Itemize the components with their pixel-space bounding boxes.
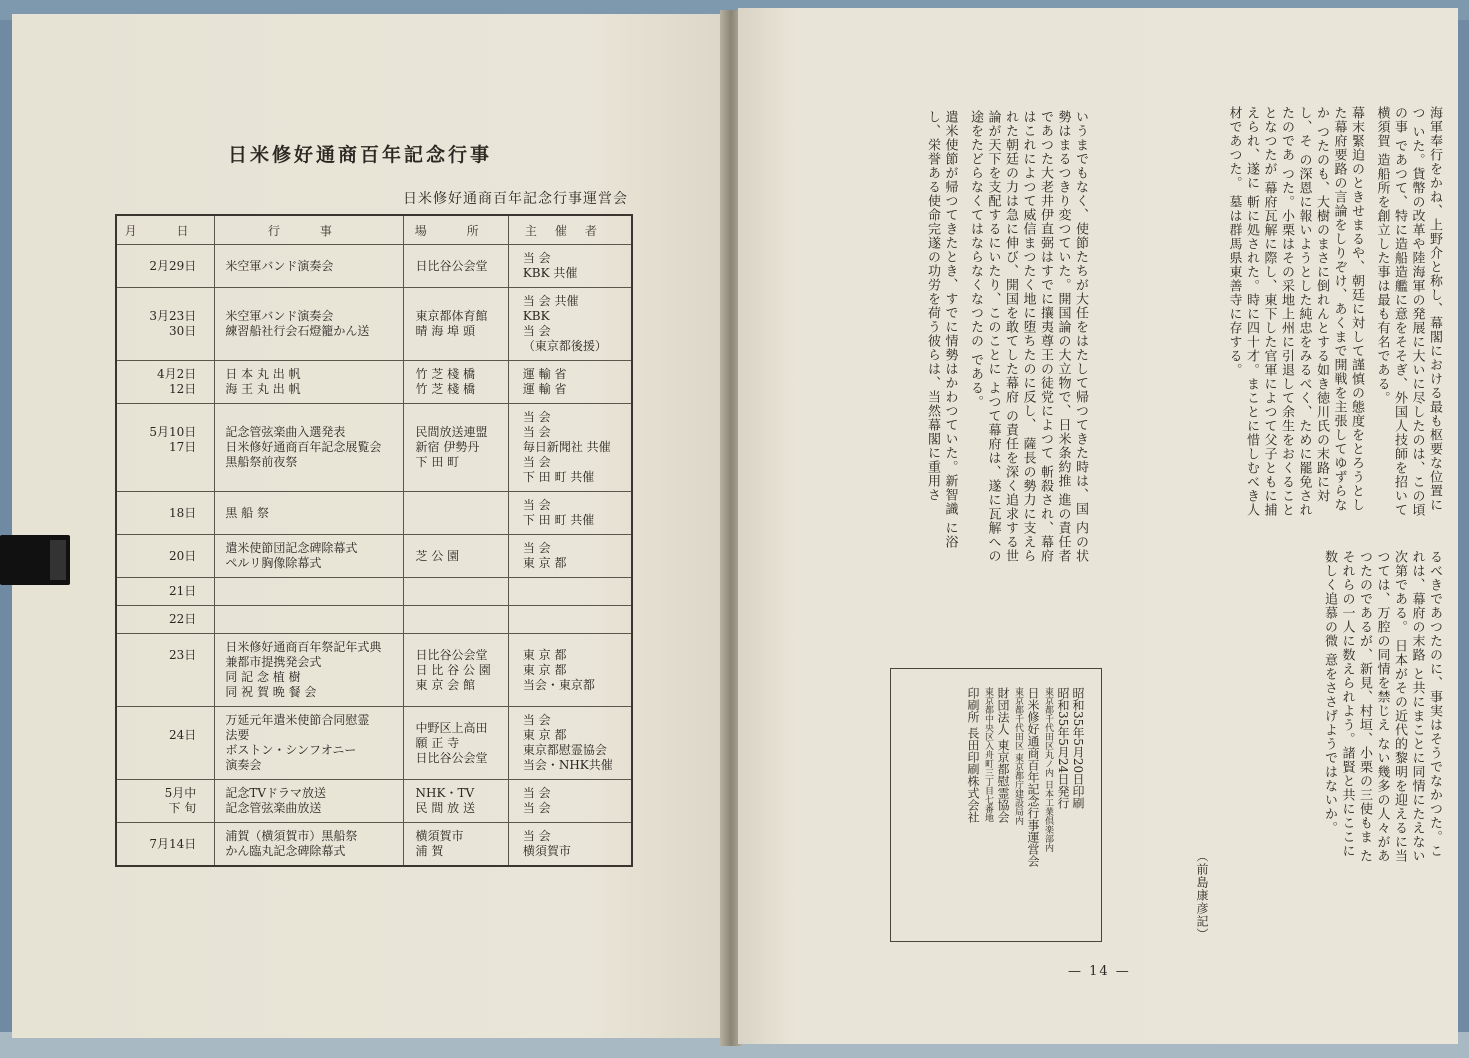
host-line: 下 田 町 共催 bbox=[522, 470, 595, 484]
event-line: 演奏会 bbox=[225, 758, 262, 772]
text-column-top-right bbox=[1225, 106, 1443, 518]
host-line: 当 会 bbox=[522, 455, 551, 469]
table-cell-event bbox=[215, 780, 403, 823]
place-line: 東 京 会 館 bbox=[415, 677, 475, 692]
table-row bbox=[116, 578, 632, 606]
host-line: 当 会 bbox=[522, 251, 551, 265]
table-cell-event bbox=[215, 606, 403, 634]
date-line: 7月14日 bbox=[149, 836, 197, 851]
header-date: 月 日 bbox=[116, 215, 215, 245]
host-line: 当 会 bbox=[522, 786, 551, 800]
date-line bbox=[121, 678, 196, 693]
table-cell-date bbox=[116, 780, 215, 823]
place-line: 竹 芝 棧 橋 bbox=[415, 367, 475, 381]
event-line: ペルリ胸像除幕式 bbox=[225, 556, 322, 570]
host-line: 当 会 共催 bbox=[522, 294, 579, 308]
date-line bbox=[121, 663, 196, 678]
place-line: 竹 芝 棧 橋 bbox=[415, 382, 475, 396]
place-line: NHK・TV bbox=[415, 786, 475, 800]
table-cell-date bbox=[116, 823, 215, 867]
date-line: 30日 bbox=[169, 324, 197, 338]
table-cell-place bbox=[403, 606, 508, 634]
table-cell-date bbox=[116, 606, 215, 634]
paragraph: 遣米使節が帰つてきたとき、すでに情勢はかわつていた。新智識 に浴し、栄誉ある使命完遂の功労を荷う彼らは、当然幕閣に重用さ bbox=[925, 110, 958, 550]
date-line: 2月29日 bbox=[149, 258, 197, 273]
event-line bbox=[225, 612, 398, 627]
place-line: 日比谷公会堂 bbox=[415, 647, 488, 662]
host-line: 当 会 bbox=[522, 801, 551, 815]
date-line: 5月中 bbox=[164, 786, 197, 800]
host-line: 当 会 bbox=[522, 324, 551, 338]
place-line: 願 正 寺 bbox=[415, 735, 460, 750]
table-cell-event bbox=[215, 361, 403, 404]
table-cell-place bbox=[403, 707, 508, 780]
host-line: KBK bbox=[522, 309, 550, 323]
host-line: 当 会 bbox=[522, 498, 551, 512]
host-line: 運 輸 省 bbox=[522, 367, 567, 381]
date-line: 17日 bbox=[169, 440, 197, 454]
host-line: 当会・東京都 bbox=[522, 677, 595, 692]
table-cell-host bbox=[508, 288, 632, 361]
place-line: 日比谷公会堂 bbox=[415, 750, 488, 765]
table-cell-date bbox=[116, 404, 215, 492]
host-line: 横須賀市 bbox=[522, 844, 571, 858]
event-line: 同 記 念 植 樹 bbox=[225, 670, 301, 684]
date-line: 4月2日 bbox=[157, 367, 197, 381]
table-row bbox=[116, 707, 632, 780]
table-cell-event bbox=[215, 823, 403, 867]
table-cell-event bbox=[215, 492, 403, 535]
publisher: 日米修好通商百年記念行事運営会 bbox=[1026, 687, 1040, 867]
table-row bbox=[116, 245, 632, 288]
host-line: 当 会 bbox=[522, 829, 551, 843]
event-line: ボストン・シンフオニー bbox=[225, 743, 357, 757]
table-cell-date bbox=[116, 288, 215, 361]
foundation-address: 東京都千代田区 東京都庁建設局内 bbox=[1013, 687, 1023, 825]
table-cell-place bbox=[403, 361, 508, 404]
date-line: 22日 bbox=[169, 612, 197, 626]
table-cell-event bbox=[215, 707, 403, 780]
event-line: 浦賀（横須賀市）黒船祭 bbox=[225, 829, 358, 843]
printer: 印刷所 長田印刷株式会社 bbox=[966, 687, 980, 823]
table-row bbox=[116, 780, 632, 823]
table-cell-host bbox=[508, 404, 632, 492]
place-line: 浦 賀 bbox=[415, 844, 444, 858]
publisher-address: 東京都千代田区丸ノ内 日本工業倶楽部内 bbox=[1043, 687, 1053, 852]
date-line: 21日 bbox=[169, 584, 197, 598]
event-line: 法要 bbox=[225, 728, 250, 742]
place-line bbox=[416, 612, 504, 627]
text-column-top-left bbox=[924, 110, 1090, 570]
place-line: 芝 公 園 bbox=[415, 548, 460, 563]
table-cell-host bbox=[508, 361, 632, 404]
date-line: 24日 bbox=[169, 728, 197, 742]
date-line: 20日 bbox=[169, 548, 197, 563]
organizer-subtitle: 日米修好通商百年記念行事運営会 bbox=[403, 191, 628, 207]
table-row bbox=[116, 288, 632, 361]
date-line: 下 旬 bbox=[168, 801, 197, 815]
table-cell-event bbox=[215, 578, 403, 606]
table-row bbox=[116, 606, 632, 634]
table-row bbox=[116, 535, 632, 578]
date-line bbox=[121, 455, 196, 470]
place-line: 日比谷公会堂 bbox=[415, 258, 488, 273]
events-table bbox=[115, 214, 633, 867]
table-cell-host bbox=[508, 707, 632, 780]
date-line: 5月10日 bbox=[149, 425, 197, 439]
host-line bbox=[523, 612, 627, 627]
table-cell-date bbox=[116, 707, 215, 780]
event-line bbox=[225, 584, 398, 599]
table-cell-place bbox=[403, 492, 508, 535]
table-cell-place bbox=[403, 634, 508, 707]
host-line: 当 会 bbox=[522, 713, 551, 727]
place-line bbox=[416, 506, 504, 521]
place-line: 民 間 放 送 bbox=[415, 801, 475, 815]
place-line: 中野区上高田 bbox=[415, 720, 488, 735]
host-line: KBK 共催 bbox=[522, 266, 578, 280]
host-line: 東京都慰霊協会 bbox=[522, 743, 607, 757]
host-line: 東 京 都 bbox=[522, 662, 567, 677]
table-cell-event bbox=[215, 634, 403, 707]
event-line: 日米修好通商百年記念展覧会 bbox=[225, 440, 382, 454]
event-line: 練習船社行会石燈籠かん送 bbox=[225, 324, 370, 338]
table-cell-place bbox=[403, 823, 508, 867]
date-line bbox=[121, 743, 196, 758]
host-line: 東 京 都 bbox=[522, 728, 567, 742]
event-line: 米空軍バンド演奏会 bbox=[225, 309, 334, 323]
table-cell-event bbox=[215, 404, 403, 492]
place-line: 東京都体育館 bbox=[415, 309, 488, 323]
date-line: 18日 bbox=[169, 505, 197, 520]
colophon-box bbox=[890, 668, 1102, 942]
publish-date: 昭和35年5月24日発行 bbox=[1056, 687, 1070, 810]
table-cell-date bbox=[116, 492, 215, 535]
table-row bbox=[116, 823, 632, 867]
table-row bbox=[116, 361, 632, 404]
event-line: 記念管弦楽曲入選発表 bbox=[225, 425, 346, 439]
date-line: 12日 bbox=[169, 382, 197, 396]
author-signature: （前島康彦記） bbox=[1195, 850, 1209, 941]
date-line: 23日 bbox=[169, 647, 197, 662]
text-column-bottom-right bbox=[1321, 550, 1444, 870]
table-cell-date bbox=[116, 245, 215, 288]
place-line: 下 田 町 bbox=[415, 455, 460, 469]
table-cell-host bbox=[508, 780, 632, 823]
event-line: 記念管弦楽曲放送 bbox=[225, 801, 322, 815]
host-line bbox=[523, 584, 627, 599]
event-line: 遣米使節団記念碑除幕式 bbox=[225, 541, 358, 555]
table-row bbox=[116, 492, 632, 535]
table-row bbox=[116, 634, 632, 707]
table-cell-host bbox=[508, 535, 632, 578]
table-cell-place bbox=[403, 535, 508, 578]
table-cell-place bbox=[403, 404, 508, 492]
table-cell-place bbox=[403, 288, 508, 361]
page-title: 日米修好通商百年記念行事 bbox=[228, 144, 493, 166]
printer-address: 東京都中央区入舟町三丁目七番地 bbox=[983, 687, 993, 822]
page-number: — 14 — bbox=[1068, 964, 1131, 979]
table-cell-date bbox=[116, 634, 215, 707]
paragraph: 海軍奉行をかね、上野介と称し、幕閣における最も枢要な位置につ いた。貨幣の改革や陸海軍の発展に大いに尽したのは、この頃の事 であつて、特に造船造艦に意をそそぎ、外国人技師を招いて横須賀 造船所を創立した事は最も有名である。 bbox=[1374, 106, 1442, 518]
event-line: 万延元年遣米使節合同慰霊 bbox=[225, 713, 370, 727]
header-event: 行 事 bbox=[215, 215, 403, 245]
events-table-body bbox=[116, 245, 632, 867]
place-line: 晴 海 埠 頭 bbox=[415, 324, 475, 338]
table-cell-event bbox=[215, 288, 403, 361]
host-line: 当 会 bbox=[522, 541, 551, 555]
host-line: 当会・NHK共催 bbox=[522, 758, 613, 772]
binder-clip bbox=[0, 535, 70, 585]
table-cell-host bbox=[508, 578, 632, 606]
table-cell-host bbox=[508, 634, 632, 707]
header-host: 主催者 bbox=[508, 215, 632, 245]
event-line: 日 本 丸 出 帆 bbox=[225, 367, 301, 381]
event-line: 日米修好通商百年祭記年式典 bbox=[225, 640, 382, 654]
paragraph: 幕末緊迫のときせまるや、朝廷に対して謹慎の態度をとろうとし た幕府要路の言論をしりぞけ、あくまで開戦を主張してゆずらなか つたのも、大樹のまさに倒れんとする如き徳川氏の末路に対し、そ の深恩に報いようとした純忠をみるべく、ために罷免されたのであ つた。小栗はその采地上州に引退して余生をおくることとなつたが 幕府瓦解に際し、東下した官軍によつて父子ともに捕えられ、遂に 斬に処された。時に四十才。まことに惜しむべき人材であつた。 墓は群馬県東善寺に存する。 bbox=[1226, 106, 1364, 518]
table-header-row bbox=[116, 215, 632, 245]
date-line: 3月23日 bbox=[149, 309, 197, 323]
table-cell-host bbox=[508, 823, 632, 867]
host-line: 当 会 bbox=[522, 425, 551, 439]
table-cell-date bbox=[116, 535, 215, 578]
place-line: 日 比 谷 公 園 bbox=[415, 662, 491, 677]
event-line: 同 祝 賀 晩 餐 会 bbox=[225, 685, 317, 699]
place-line bbox=[416, 584, 504, 599]
host-line: 毎日新聞社 共催 bbox=[522, 440, 611, 454]
table-cell-place bbox=[403, 578, 508, 606]
table-cell-date bbox=[116, 578, 215, 606]
colophon-text bbox=[965, 687, 1085, 927]
host-line: 東 京 都 bbox=[522, 647, 567, 662]
event-line: 記念TVドラマ放送 bbox=[225, 786, 326, 800]
table-cell-place bbox=[403, 245, 508, 288]
table-cell-host bbox=[508, 606, 632, 634]
table-cell-event bbox=[215, 245, 403, 288]
foundation: 財団法人 東京都慰霊協会 bbox=[996, 687, 1010, 823]
table-cell-place bbox=[403, 780, 508, 823]
event-line: 黒船祭前夜祭 bbox=[225, 455, 298, 469]
table-cell-date bbox=[116, 361, 215, 404]
host-line: 当 会 bbox=[522, 410, 551, 424]
host-line: （東京都後援） bbox=[522, 339, 607, 353]
table-cell-event bbox=[215, 535, 403, 578]
place-line: 横須賀市 bbox=[415, 829, 464, 843]
host-line: 下 田 町 共催 bbox=[522, 513, 595, 527]
table-row bbox=[116, 404, 632, 492]
event-line: 黒 船 祭 bbox=[225, 505, 269, 520]
event-line: かん臨丸記念碑除幕式 bbox=[225, 844, 346, 858]
print-date: 昭和35年5月20日印刷 bbox=[1071, 687, 1085, 810]
place-line: 新宿 伊勢丹 bbox=[415, 440, 480, 454]
table-cell-host bbox=[508, 492, 632, 535]
host-line: 東 京 都 bbox=[522, 556, 567, 570]
host-line: 運 輸 省 bbox=[522, 382, 567, 396]
event-line: 米空軍バンド演奏会 bbox=[225, 258, 334, 273]
event-line: 兼都市提携発会式 bbox=[225, 655, 322, 669]
table-cell-host bbox=[508, 245, 632, 288]
header-place: 場 所 bbox=[403, 215, 508, 245]
paragraph: るべきであつたのに、事実はそうでなかつた。これは、幕府の末路 と共にまことに同情にたえない次第である。 日本がその近代的黎明を迎えるに当つては、万腔の同情を禁じえ ない幾多の人々があつたのであるが、新見、村垣、小栗の三使もま たそれらの一人に数えられよう。諸賢と共にここに数しく追慕の微 意をささげようではないか。 bbox=[1322, 550, 1442, 864]
paragraph: いうまでもなく、使節たちが大任をはたして帰つてきた時は、国 内の状勢はまるつきり変つていた。開国論の大立物で、日米条約推 進の責任者であつた大老井伊直弼はすでに攘夷尊王の徒党によつて 斬殺され、幕府はこれによつて威信まつたく地に堕ちたのに反し、 薩長の勢力に支えられた朝廷の力は急に伸び、開国を敢てした幕府 の責任を深く追求する世論が天下を支配するにいたり、このことに よつて幕府は、遂に瓦解への途をたどらなくてはならなくなつたの である。 bbox=[968, 110, 1088, 564]
event-line: 海 王 丸 出 帆 bbox=[225, 382, 301, 396]
place-line: 民間放送連盟 bbox=[415, 425, 488, 439]
